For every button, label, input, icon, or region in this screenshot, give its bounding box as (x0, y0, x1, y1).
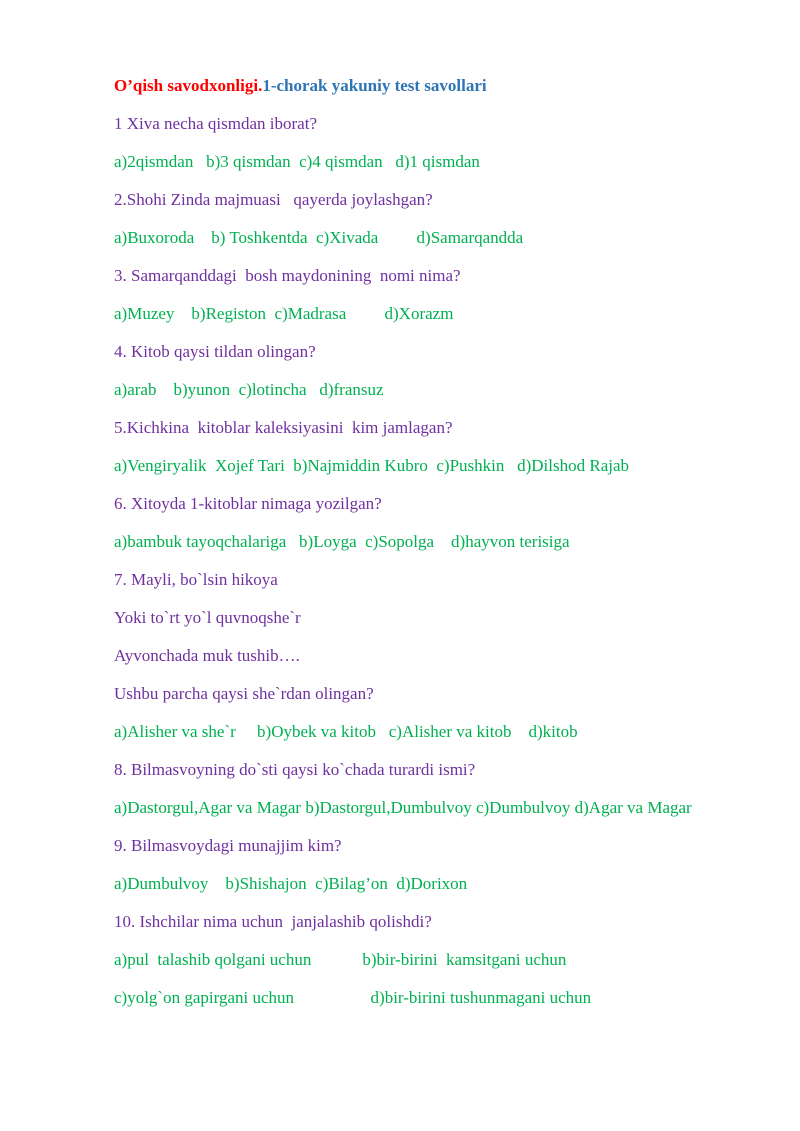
answer-options: a)pul talashib qolgani uchun b)bir-birini kamsitgani uchun (114, 950, 567, 969)
question-text: 2.Shohi Zinda majmuasi qayerda joylashgan? (114, 190, 433, 209)
question-text: 5.Kichkina kitoblar kaleksiyasini kim jamlagan? (114, 418, 453, 437)
title-part-test: 1-chorak yakuniy test savollari (262, 76, 487, 95)
question-text: 10. Ishchilar nima uchun janjalashib qolishdi? (114, 912, 432, 931)
question-text: 6. Xitoyda 1-kitoblar nimaga yozilgan? (114, 494, 382, 513)
answer-options: a)bambuk tayoqchalariga b)Loyga c)Sopolga d)hayvon terisiga (114, 532, 570, 551)
answer-options: a)2qismdan b)3 qismdan c)4 qismdan d)1 qismdan (114, 152, 480, 171)
question-text: Ayvonchada muk tushib…. (114, 646, 300, 665)
answer-options: a)Muzey b)Registon c)Madrasa d)Xorazm (114, 304, 454, 323)
document-body (114, 76, 734, 1026)
question-text: 4. Kitob qaysi tildan olingan? (114, 342, 316, 361)
answer-options: a)Dumbulvoy b)Shishajon c)Bilag’on d)Dorixon (114, 874, 468, 893)
question-text: 1 Xiva necha qismdan iborat? (114, 114, 317, 133)
question-text: 8. Bilmasvoyning do`sti qaysi ko`chada turardi ismi? (114, 760, 476, 779)
answer-options: a)Alisher va she`r b)Oybek va kitob c)Alisher va kitob d)kitob (114, 722, 578, 741)
question-list (114, 114, 734, 1008)
question-text: 3. Samarqanddagi bosh maydonining nomi nima? (114, 266, 461, 285)
title-part-subject: O’qish savodxonligi. (114, 76, 263, 95)
answer-options: a)arab b)yunon c)lotincha d)fransuz (114, 380, 384, 399)
answer-options: a)Dastorgul,Agar va Magar b)Dastorgul,Dumbulvoy c)Dumbulvoy d)Agar va Magar (114, 798, 692, 817)
answer-options: a)Buxoroda b) Toshkentda c)Xivada d)Samarqandda (114, 228, 524, 247)
question-text: Ushbu parcha qaysi she`rdan olingan? (114, 684, 374, 703)
question-text: 7. Mayli, bo`lsin hikoya (114, 570, 278, 589)
question-text: Yoki to`rt yo`l quvnoqshe`r (114, 608, 301, 627)
answer-options: a)Vengiryalik Xojef Tari b)Najmiddin Kubro c)Pushkin d)Dilshod Rajab (114, 456, 630, 475)
answer-options: c)yolg`on gapirgani uchun d)bir-birini tushunmagani uchun (114, 988, 592, 1007)
question-text: 9. Bilmasvoydagi munajjim kim? (114, 836, 342, 855)
document-title (114, 76, 734, 96)
